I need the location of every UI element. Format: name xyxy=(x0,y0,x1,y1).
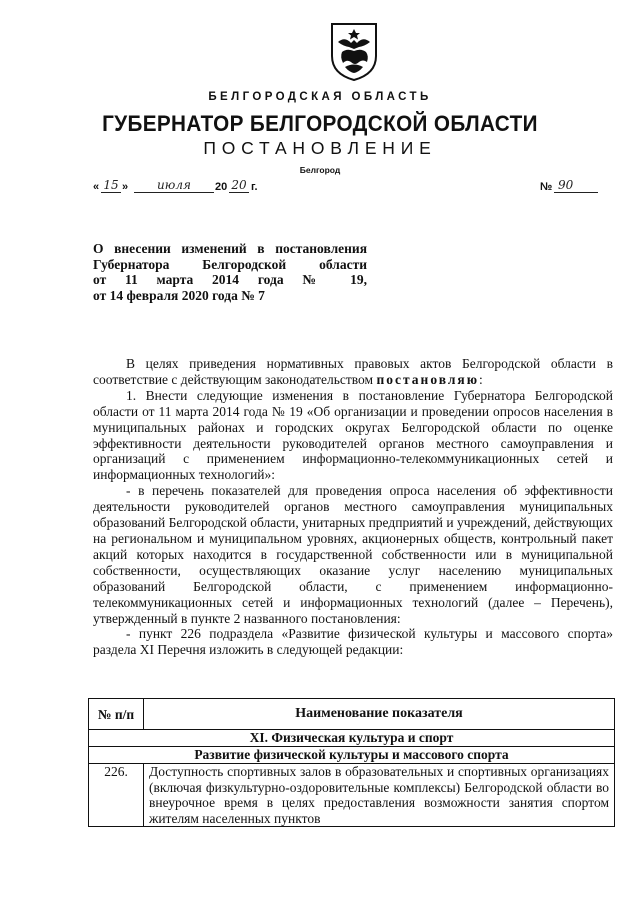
column-header-name: Наименование показателя xyxy=(144,699,615,730)
item-1-paragraph: 1. Внести следующие изменения в постановление Губернатора Белгородской области от 11 марта 2014 года № 19 «Об организации и проведении опросов населения в муниципальных районах и городских округах Белгородской области по оценке эффективности деятельности руководителей органов местного самоуправления и организаций с применением информационно-телекоммуникационных сетей и информационных технологий»: xyxy=(93,387,613,483)
date-close-quote: » xyxy=(122,181,129,193)
table-header-row xyxy=(89,699,615,730)
preamble-paragraph: В целях приведения нормативных правовых актов Белгородской области в соответствие с действующим законодательством постановляю: xyxy=(93,356,613,387)
coat-of-arms-emblem xyxy=(329,22,379,82)
indicator-table xyxy=(88,698,615,827)
decree-number: 90 xyxy=(554,178,598,193)
date-open-quote: « xyxy=(93,181,100,193)
date-year-prefix: 20 xyxy=(215,181,228,193)
subsection-title: Развитие физической культуры и массового спорта xyxy=(89,747,615,764)
date-month: июля xyxy=(134,178,214,193)
list-paragraph: - пункт 226 подраздела «Развитие физической культуры и массового спорта» раздела XI Перечня изложить в следующей редакции: xyxy=(93,626,613,658)
subject-line: от 11 марта 2014 года № 19, xyxy=(93,272,367,287)
row-number: 226. xyxy=(89,764,144,827)
document-subject xyxy=(93,241,367,303)
section-title: XI. Физическая культура и спорт xyxy=(89,730,615,747)
date-year-mark: г. xyxy=(251,181,258,193)
decree-number-label: № xyxy=(540,181,553,193)
subject-line: от 14 февраля 2020 года № 7 xyxy=(93,287,265,303)
subject-line: Губернатора Белгородской области xyxy=(93,256,367,272)
governor-title: ГУБЕРНАТОР БЕЛГОРОДСКОЙ ОБЛАСТИ xyxy=(102,111,538,136)
date-day: 15 xyxy=(101,178,121,193)
document-body xyxy=(93,356,613,658)
subsection-row xyxy=(89,747,615,764)
date-year-suffix: 20 xyxy=(229,178,249,193)
document-type: ПОСТАНОВЛЕНИЕ xyxy=(203,138,437,158)
row-indicator-text: Доступность спортивных залов в образовательных и спортивных организациях (включая физкультурно-оздоровительные комплексы) Белгородской области во внеурочное время в целях предоставления возможности занятия спортом жителям населенных пунктов xyxy=(144,764,615,827)
city-name: Белгород xyxy=(299,165,341,175)
region-name: БЕЛГОРОДСКАЯ ОБЛАСТЬ xyxy=(208,91,432,103)
list-paragraph: - в перечень показателей для проведения опроса населения об эффективности деятельности руководителей органов местного самоуправления муниципальных образований Белгородской области, унитарных предприятий и учреждений, действующих на региональном и муниципальном уровнях, акционерных обществ, контрольный пакет акций которых находится в государственной собственности или в муниципальной собственности, осуществляющих оказание услуг населению муниципальных образований Белгородской области, с применением информационно-телекоммуникационных сетей и информационных технологий (далее – Перечень), утвержденный в пункте 2 названного постановления: xyxy=(93,483,613,626)
subject-line: О внесении изменений в постановления xyxy=(93,241,367,256)
column-header-number: № п/п xyxy=(89,699,144,730)
section-row xyxy=(89,730,615,747)
table-row xyxy=(89,764,615,827)
decree-keyword: постановляю xyxy=(376,371,480,387)
